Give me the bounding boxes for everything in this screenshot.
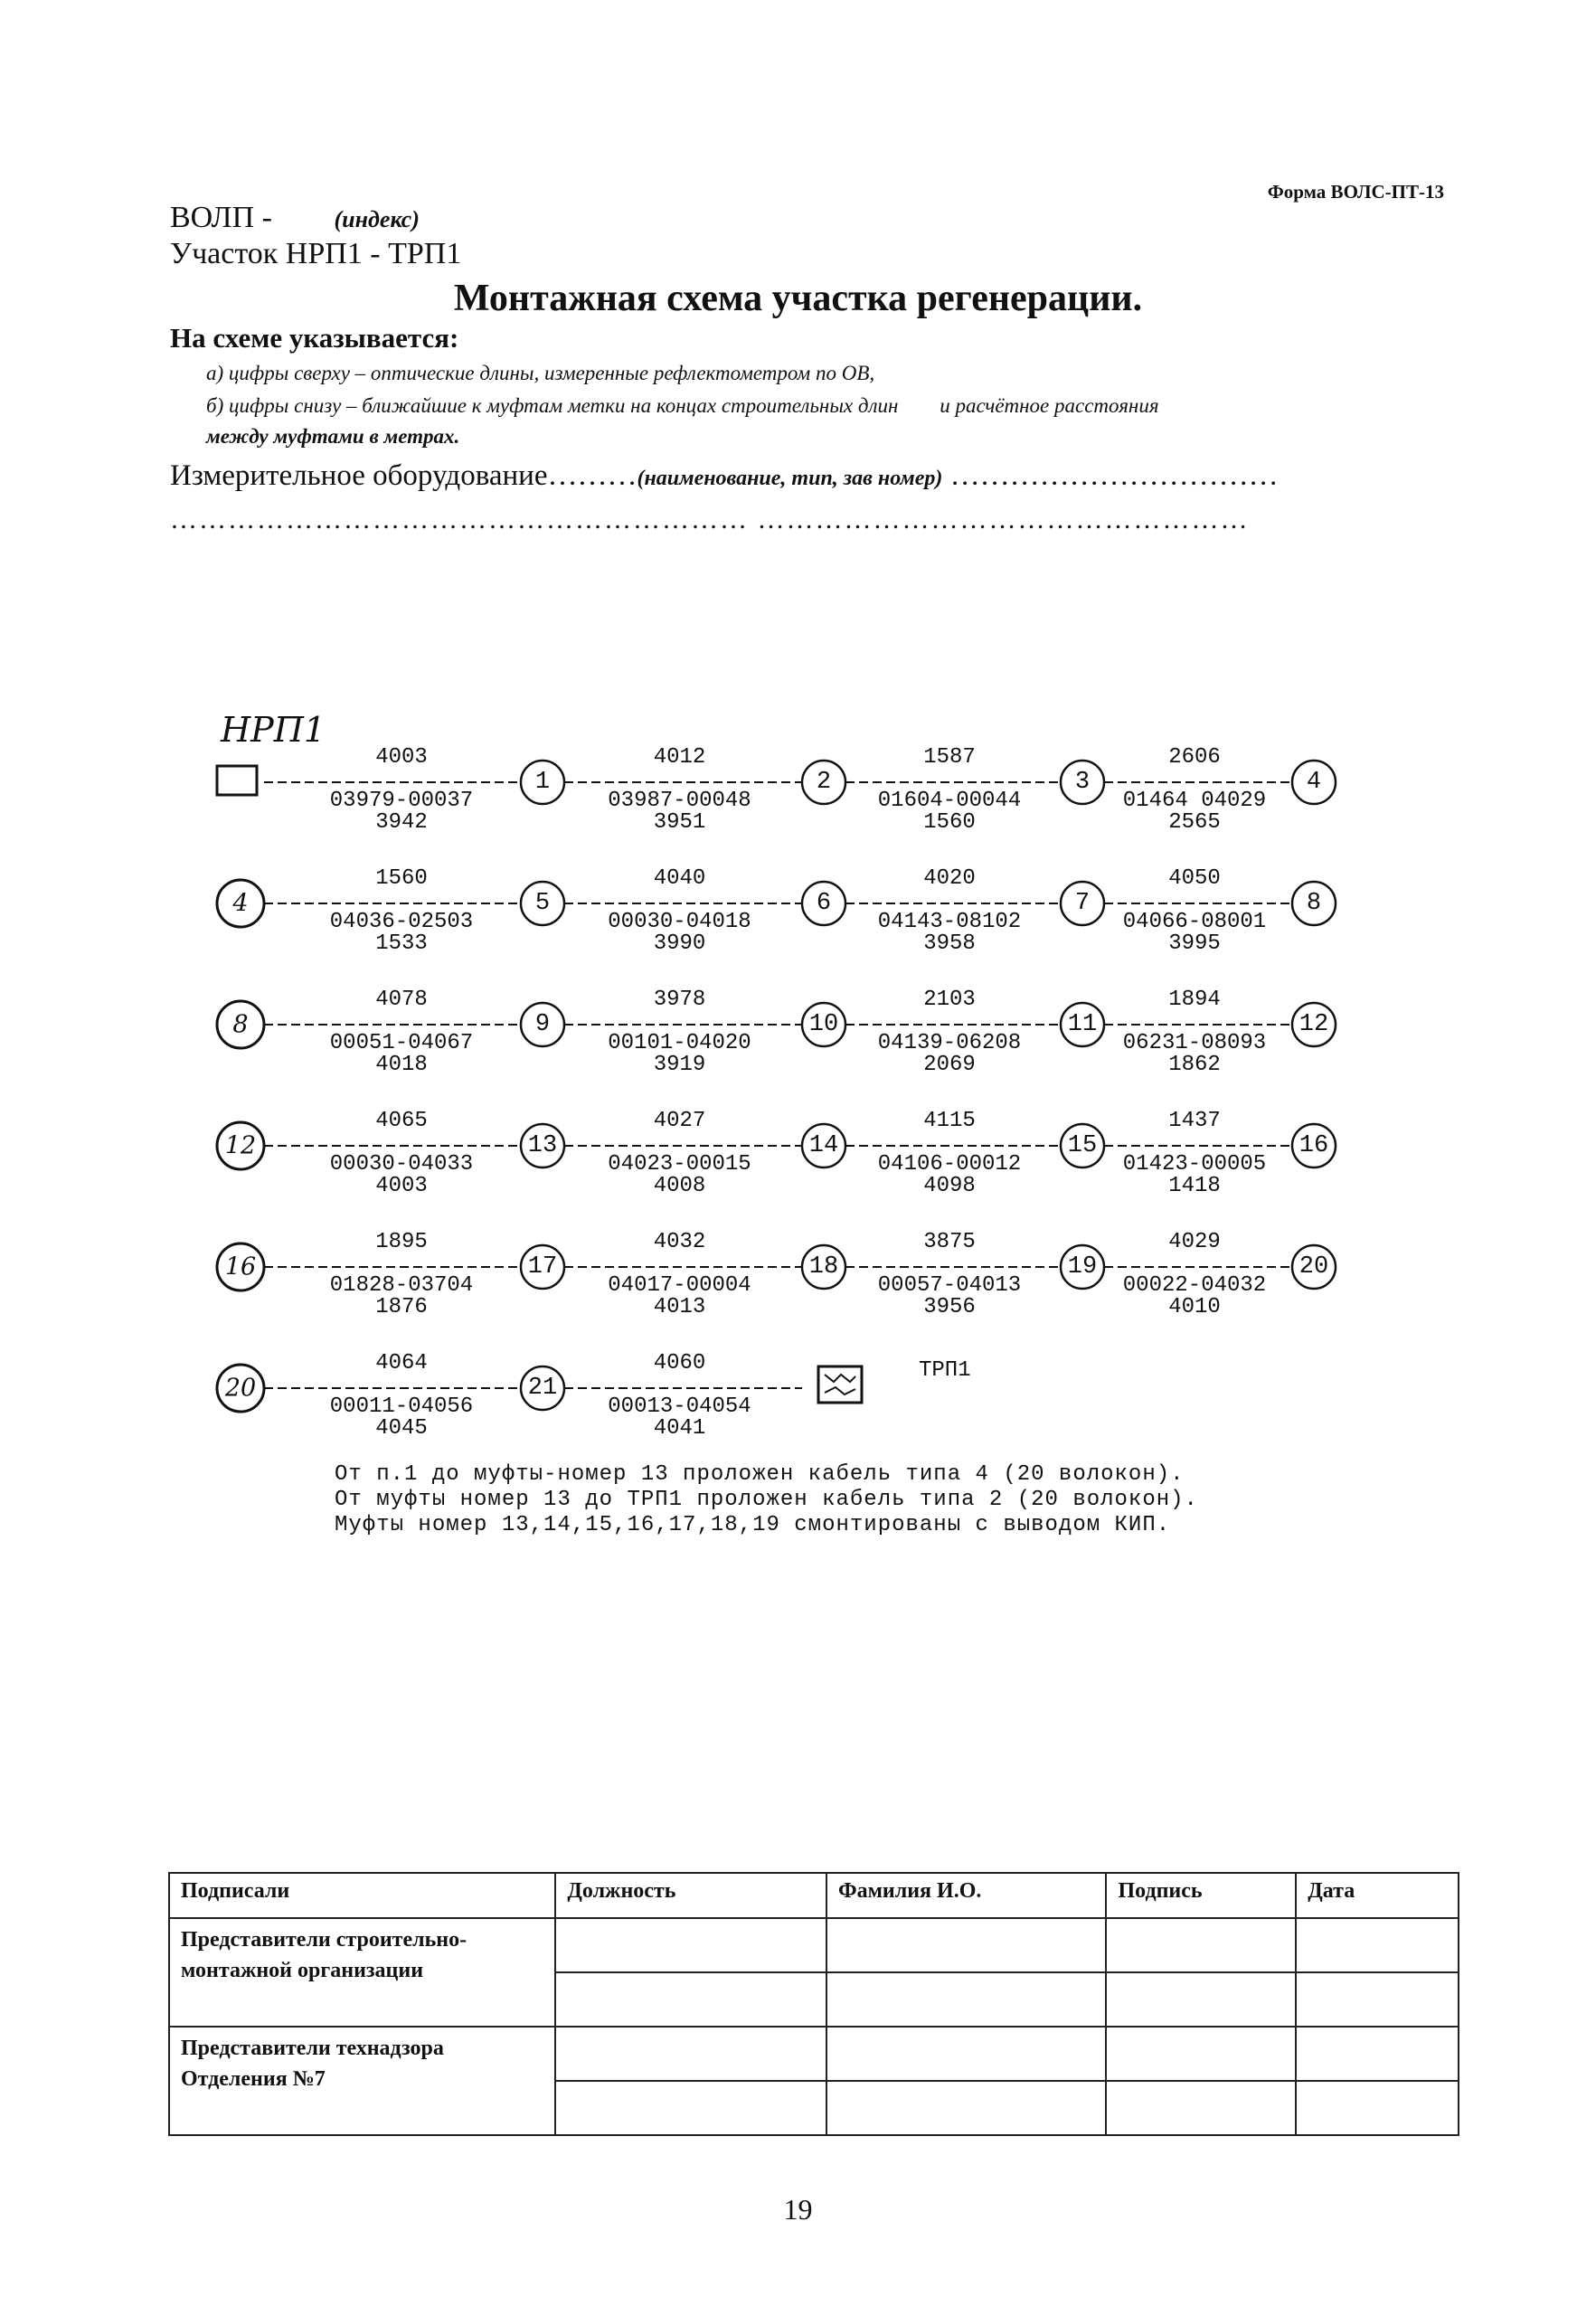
cable-marks: 04017-00004 xyxy=(608,1273,751,1298)
form-label: Форма ВОЛС-ПТ-13 xyxy=(1267,181,1444,203)
cell-date[interactable] xyxy=(1296,2081,1459,2135)
cable-marks: 04023-00015 xyxy=(608,1152,751,1177)
page-number: 19 xyxy=(783,2193,813,2226)
start-station-label: НРП1 xyxy=(221,710,326,750)
calculated-distance: 4013 xyxy=(653,1295,706,1319)
optical-length: 3978 xyxy=(653,988,706,1012)
end-station-hatch xyxy=(825,1375,855,1394)
start-coupling-label: 16 xyxy=(224,1253,257,1281)
cable-marks: 04139-06208 xyxy=(877,1031,1022,1055)
coupling-number: 11 xyxy=(1067,1011,1098,1038)
cable-marks: 04066-08001 xyxy=(1122,910,1267,934)
cell-signature[interactable] xyxy=(1106,2081,1296,2135)
coupling-number: 3 xyxy=(1074,769,1091,796)
schematic-row xyxy=(217,1230,1336,1319)
note-line-2: От муфты номер 13 до ТРП1 проложен кабель типа 2 (20 волокон). xyxy=(335,1488,1198,1512)
optical-length: 1895 xyxy=(375,1230,428,1254)
coupling-number: 19 xyxy=(1067,1253,1098,1281)
coupling-number: 14 xyxy=(808,1132,839,1159)
note-line-3: Муфты номер 13,14,15,16,17,18,19 смонтированы с выводом КИП. xyxy=(335,1513,1171,1537)
start-coupling-label: 12 xyxy=(224,1131,257,1160)
equipment-hint: (наименование, тип, зав номер) xyxy=(637,467,943,490)
col-signature: Подпись xyxy=(1106,1873,1296,1918)
coupling-number: 17 xyxy=(527,1253,558,1281)
optical-length: 4020 xyxy=(923,866,976,891)
coupling-number: 12 xyxy=(1299,1011,1329,1038)
schematic-rows xyxy=(217,745,1336,1441)
cell-name[interactable] xyxy=(826,1918,1107,1972)
calculated-distance: 4041 xyxy=(653,1416,706,1441)
equipment-dots: …………………………… xyxy=(949,459,1279,492)
cable-marks: 06231-08093 xyxy=(1122,1031,1267,1055)
legend-item-a: а) цифры сверху – оптические длины, измеренные рефлектометром по ОВ, xyxy=(206,362,875,384)
schematic-row xyxy=(217,1351,802,1441)
cell-date[interactable] xyxy=(1296,1918,1459,1972)
optical-length: 4065 xyxy=(375,1109,428,1133)
coupling-number: 13 xyxy=(527,1132,558,1159)
cable-marks: 04143-08102 xyxy=(877,910,1022,934)
calculated-distance: 3919 xyxy=(653,1053,706,1077)
cell-date[interactable] xyxy=(1296,2027,1459,2081)
calculated-distance: 2565 xyxy=(1168,810,1221,835)
cable-marks: 00013-04054 xyxy=(608,1394,751,1419)
end-station-label: ТРП1 xyxy=(919,1358,971,1383)
coupling-number: 9 xyxy=(534,1011,551,1038)
optical-length: 1587 xyxy=(923,745,976,770)
row-label-construction: Представители строительно-монтажной организации xyxy=(169,1918,555,2027)
calculated-distance: 3942 xyxy=(375,810,428,835)
optical-length: 4029 xyxy=(1168,1230,1221,1254)
optical-length: 1560 xyxy=(375,866,428,891)
coupling-number: 15 xyxy=(1067,1132,1098,1159)
cell-signature[interactable] xyxy=(1106,1972,1296,2027)
cable-marks: 00101-04020 xyxy=(608,1031,751,1055)
cell-name[interactable] xyxy=(826,2027,1107,2081)
cell-position[interactable] xyxy=(555,2081,826,2135)
cable-marks: 01604-00044 xyxy=(877,789,1022,813)
start-coupling-label: 4 xyxy=(232,889,249,918)
calculated-distance: 3951 xyxy=(653,810,706,835)
coupling-number: 1 xyxy=(534,769,551,796)
cable-marks: 00051-04067 xyxy=(329,1031,474,1055)
optical-length: 4032 xyxy=(653,1230,706,1254)
coupling-number: 2 xyxy=(816,769,832,796)
cable-marks: 01464 04029 xyxy=(1122,789,1267,813)
header-line-section: Участок НРП1 - ТРП1 xyxy=(170,237,462,270)
optical-length: 4050 xyxy=(1168,866,1221,891)
schematic-row xyxy=(217,745,1336,835)
end-station-box xyxy=(818,1366,862,1403)
coupling-number: 21 xyxy=(527,1375,558,1402)
calculated-distance: 1862 xyxy=(1168,1053,1221,1077)
optical-length: 1894 xyxy=(1168,988,1221,1012)
schematic-row xyxy=(217,988,1336,1077)
start-coupling-label: 8 xyxy=(232,1010,249,1039)
coupling-number: 7 xyxy=(1074,890,1091,917)
optical-length: 4012 xyxy=(653,745,706,770)
legend-heading: На схеме указывается: xyxy=(170,322,459,354)
coupling-number: 20 xyxy=(1299,1253,1329,1281)
calculated-distance: 3958 xyxy=(923,931,976,956)
splice-schematic xyxy=(0,696,1596,1456)
note-line-1: От п.1 до муфты-номер 13 проложен кабель типа 4 (20 волокон). xyxy=(335,1462,1185,1487)
cable-marks: 00057-04013 xyxy=(877,1273,1022,1298)
col-date: Дата xyxy=(1296,1873,1459,1918)
coupling-number: 4 xyxy=(1306,769,1322,796)
optical-length: 4040 xyxy=(653,866,706,891)
calculated-distance: 1560 xyxy=(923,810,976,835)
volp-label: ВОЛП - xyxy=(170,201,272,234)
optical-length: 2103 xyxy=(923,988,976,1012)
coupling-number: 10 xyxy=(808,1011,839,1038)
schematic-row xyxy=(217,1109,1336,1198)
cell-position[interactable] xyxy=(555,1918,826,1972)
optical-length: 3875 xyxy=(923,1230,976,1254)
start-station-box xyxy=(217,766,257,795)
coupling-number: 8 xyxy=(1306,890,1322,917)
col-signed: Подписали xyxy=(169,1873,555,1918)
coupling-number: 16 xyxy=(1299,1132,1329,1159)
calculated-distance: 1876 xyxy=(375,1295,428,1319)
calculated-distance: 4003 xyxy=(375,1174,428,1198)
row-label-supervision: Представители технадзора Отделения №7 xyxy=(169,2027,555,2135)
calculated-distance: 4018 xyxy=(375,1053,428,1077)
cell-position[interactable] xyxy=(555,1972,826,2027)
coupling-number: 6 xyxy=(816,890,832,917)
header-line-volp xyxy=(170,201,420,235)
table-row xyxy=(169,2027,1459,2081)
calculated-distance: 4010 xyxy=(1168,1295,1221,1319)
cell-signature[interactable] xyxy=(1106,1918,1296,1972)
col-name: Фамилия И.О. xyxy=(826,1873,1107,1918)
optical-length: 2606 xyxy=(1168,745,1221,770)
cable-marks: 03979-00037 xyxy=(329,789,474,813)
cell-signature[interactable] xyxy=(1106,2027,1296,2081)
cell-date[interactable] xyxy=(1296,1972,1459,2027)
schematic-row xyxy=(217,866,1336,956)
calculated-distance: 4008 xyxy=(653,1174,706,1198)
optical-length: 4064 xyxy=(375,1351,428,1375)
cell-name[interactable] xyxy=(826,1972,1107,2027)
calculated-distance: 3995 xyxy=(1168,931,1221,956)
calculated-distance: 3956 xyxy=(923,1295,976,1319)
cell-position[interactable] xyxy=(555,2027,826,2081)
cable-marks: 01828-03704 xyxy=(329,1273,474,1298)
calculated-distance: 4098 xyxy=(923,1174,976,1198)
legend-item-b-part1: б) цифры снизу – ближайшие к муфтам метки на концах строительных длин xyxy=(206,394,899,417)
end-station xyxy=(818,1358,971,1403)
cable-marks: 00030-04033 xyxy=(329,1152,474,1177)
equipment-line xyxy=(170,459,1279,493)
optical-length: 4027 xyxy=(653,1109,706,1133)
cable-marks: 04036-02503 xyxy=(329,910,474,934)
cable-marks: 01423-00005 xyxy=(1122,1152,1267,1177)
legend-item-b-part2: и расчётное расстояния xyxy=(940,394,1159,417)
calculated-distance: 4045 xyxy=(375,1416,428,1441)
optical-length: 4060 xyxy=(653,1351,706,1375)
index-hint: (индекс) xyxy=(334,206,420,232)
calculated-distance: 2069 xyxy=(923,1053,976,1077)
equipment-dots-line: …………………………………………………… …………………………………………… xyxy=(170,505,1250,534)
optical-length: 1437 xyxy=(1168,1109,1221,1133)
optical-length: 4078 xyxy=(375,988,428,1012)
calculated-distance: 3990 xyxy=(653,931,706,956)
start-coupling-label: 20 xyxy=(224,1374,257,1403)
legend-item-b-cont: между муфтами в метрах. xyxy=(206,425,460,448)
cable-marks: 00030-04018 xyxy=(608,910,751,934)
optical-length: 4003 xyxy=(375,745,428,770)
coupling-number: 5 xyxy=(534,890,551,917)
cable-marks: 00011-04056 xyxy=(329,1394,474,1419)
document-title: Монтажная схема участка регенерации. xyxy=(453,278,1143,319)
signature-table xyxy=(168,1872,1459,2136)
col-position: Должность xyxy=(555,1873,826,1918)
cable-marks: 04106-00012 xyxy=(877,1152,1022,1177)
optical-length: 4115 xyxy=(923,1109,976,1133)
table-row xyxy=(169,1918,1459,1972)
calculated-distance: 1533 xyxy=(375,931,428,956)
calculated-distance: 1418 xyxy=(1168,1174,1221,1198)
cable-marks: 00022-04032 xyxy=(1122,1273,1267,1298)
equipment-label: Измерительное оборудование……… xyxy=(170,459,637,492)
legend-item-b xyxy=(206,394,1159,418)
cable-marks: 03987-00048 xyxy=(608,789,751,813)
signature-table-header xyxy=(169,1873,1459,1918)
cell-name[interactable] xyxy=(826,2081,1107,2135)
coupling-number: 18 xyxy=(808,1253,839,1281)
